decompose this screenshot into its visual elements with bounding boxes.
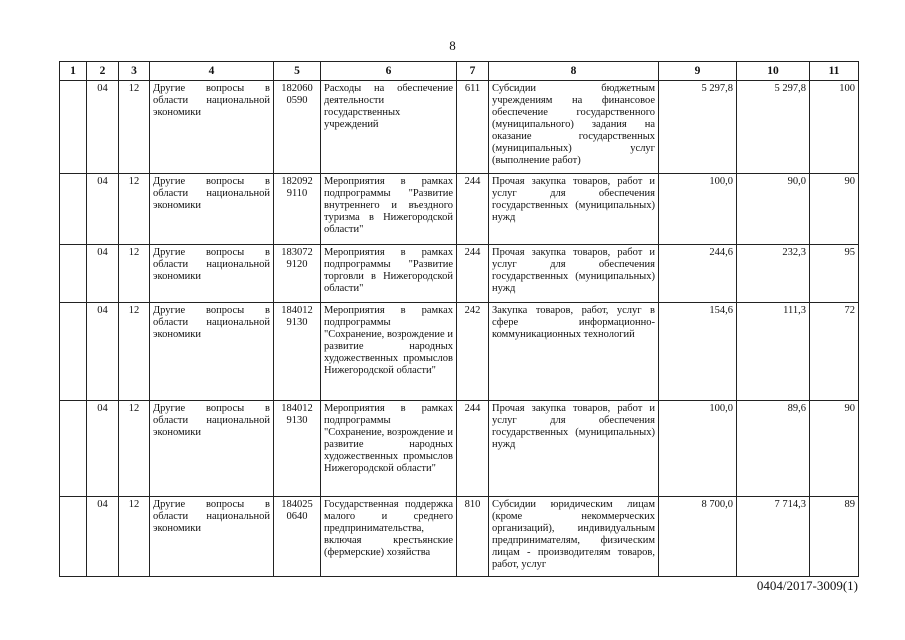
cell-target-name: Государственная поддержка малого и среднего предпринимательства, включая крестьянские (фермерские) хозяйства xyxy=(321,497,457,577)
cell-executed: 232,3 xyxy=(737,245,810,303)
cell-planned: 8 700,0 xyxy=(659,497,737,577)
column-header: 11 xyxy=(810,62,859,81)
cell-section-name: Другие вопросы в области национальной экономики xyxy=(150,303,274,401)
cell-target-name: Мероприятия в рамках подпрограммы "Сохранение, возрождение и развитие народных художественных промыслов Нижегородской области" xyxy=(321,303,457,401)
table-row xyxy=(60,497,859,577)
cell-target-name: Мероприятия в рамках подпрограммы "Развитие внутреннего и въездного туризма в Нижегородской области" xyxy=(321,174,457,245)
cell-expense-code: 244 xyxy=(457,401,489,497)
cell-expense-code: 244 xyxy=(457,245,489,303)
cell-planned: 100,0 xyxy=(659,401,737,497)
cell-executed: 111,3 xyxy=(737,303,810,401)
cell-executed: 89,6 xyxy=(737,401,810,497)
document-code: 0404/2017-3009(1) xyxy=(756,578,858,593)
cell-expense-code: 242 xyxy=(457,303,489,401)
cell-expense-code: 244 xyxy=(457,174,489,245)
budget-table xyxy=(59,61,859,577)
cell-index xyxy=(60,497,87,577)
column-header: 6 xyxy=(321,62,457,81)
cell-section-name: Другие вопросы в области национальной экономики xyxy=(150,174,274,245)
cell-subsection: 12 xyxy=(119,245,150,303)
table-row xyxy=(60,303,859,401)
cell-target-name: Расходы на обеспечение деятельности государственных учреждений xyxy=(321,81,457,174)
header-row xyxy=(60,62,859,81)
cell-expense-name: Прочая закупка товаров, работ и услуг для обеспечения государственных (муниципальных) нужд xyxy=(489,245,659,303)
column-header: 4 xyxy=(150,62,274,81)
cell-target-code: 184012 9130 xyxy=(274,303,321,401)
column-header: 10 xyxy=(737,62,810,81)
cell-percent: 100 xyxy=(810,81,859,174)
cell-index xyxy=(60,303,87,401)
cell-subsection: 12 xyxy=(119,174,150,245)
cell-index xyxy=(60,81,87,174)
cell-section-name: Другие вопросы в области национальной экономики xyxy=(150,81,274,174)
cell-percent: 90 xyxy=(810,401,859,497)
cell-section-name: Другие вопросы в области национальной экономики xyxy=(150,497,274,577)
table-row xyxy=(60,81,859,174)
cell-index xyxy=(60,401,87,497)
cell-index xyxy=(60,174,87,245)
cell-expense-code: 810 xyxy=(457,497,489,577)
cell-expense-name: Закупка товаров, работ, услуг в сфере информационно-коммуникационных технологий xyxy=(489,303,659,401)
cell-percent: 72 xyxy=(810,303,859,401)
column-header: 9 xyxy=(659,62,737,81)
cell-subsection: 12 xyxy=(119,81,150,174)
column-header: 1 xyxy=(60,62,87,81)
cell-subsection: 12 xyxy=(119,497,150,577)
cell-percent: 95 xyxy=(810,245,859,303)
cell-planned: 244,6 xyxy=(659,245,737,303)
cell-target-code: 184025 0640 xyxy=(274,497,321,577)
table-row xyxy=(60,245,859,303)
cell-section: 04 xyxy=(87,303,119,401)
cell-target-code: 183072 9120 xyxy=(274,245,321,303)
cell-section: 04 xyxy=(87,401,119,497)
cell-target-code: 184012 9130 xyxy=(274,401,321,497)
cell-target-name: Мероприятия в рамках подпрограммы "Сохранение, возрождение и развитие народных художественных промыслов Нижегородской области" xyxy=(321,401,457,497)
cell-section: 04 xyxy=(87,174,119,245)
column-header: 5 xyxy=(274,62,321,81)
cell-percent: 90 xyxy=(810,174,859,245)
cell-expense-name: Субсидии бюджетным учреждениям на финансовое обеспечение государственного (муниципального) задания на оказание государственных (муниципальных) услуг (выполнение работ) xyxy=(489,81,659,174)
table-row xyxy=(60,174,859,245)
cell-planned: 154,6 xyxy=(659,303,737,401)
table-row xyxy=(60,401,859,497)
column-header: 3 xyxy=(119,62,150,81)
cell-subsection: 12 xyxy=(119,401,150,497)
cell-planned: 5 297,8 xyxy=(659,81,737,174)
column-header: 2 xyxy=(87,62,119,81)
column-header: 7 xyxy=(457,62,489,81)
cell-expense-name: Прочая закупка товаров, работ и услуг для обеспечения государственных (муниципальных) нужд xyxy=(489,174,659,245)
cell-target-code: 182092 9110 xyxy=(274,174,321,245)
cell-target-code: 182060 0590 xyxy=(274,81,321,174)
cell-target-name: Мероприятия в рамках подпрограммы "Развитие торговли в Нижегородской области" xyxy=(321,245,457,303)
cell-expense-name: Прочая закупка товаров, работ и услуг для обеспечения государственных (муниципальных) нужд xyxy=(489,401,659,497)
cell-executed: 90,0 xyxy=(737,174,810,245)
cell-executed: 7 714,3 xyxy=(737,497,810,577)
cell-expense-code: 611 xyxy=(457,81,489,174)
cell-planned: 100,0 xyxy=(659,174,737,245)
cell-index xyxy=(60,245,87,303)
page-number: 8 xyxy=(449,38,456,53)
cell-executed: 5 297,8 xyxy=(737,81,810,174)
cell-section: 04 xyxy=(87,245,119,303)
cell-section-name: Другие вопросы в области национальной экономики xyxy=(150,401,274,497)
cell-section-name: Другие вопросы в области национальной экономики xyxy=(150,245,274,303)
cell-section: 04 xyxy=(87,497,119,577)
cell-section: 04 xyxy=(87,81,119,174)
cell-percent: 89 xyxy=(810,497,859,577)
column-header: 8 xyxy=(489,62,659,81)
cell-subsection: 12 xyxy=(119,303,150,401)
cell-expense-name: Субсидии юридическим лицам (кроме некоммерческих организаций), индивидуальным предпринимателям, физическим лицам - производителям товаров, работ, услуг xyxy=(489,497,659,577)
